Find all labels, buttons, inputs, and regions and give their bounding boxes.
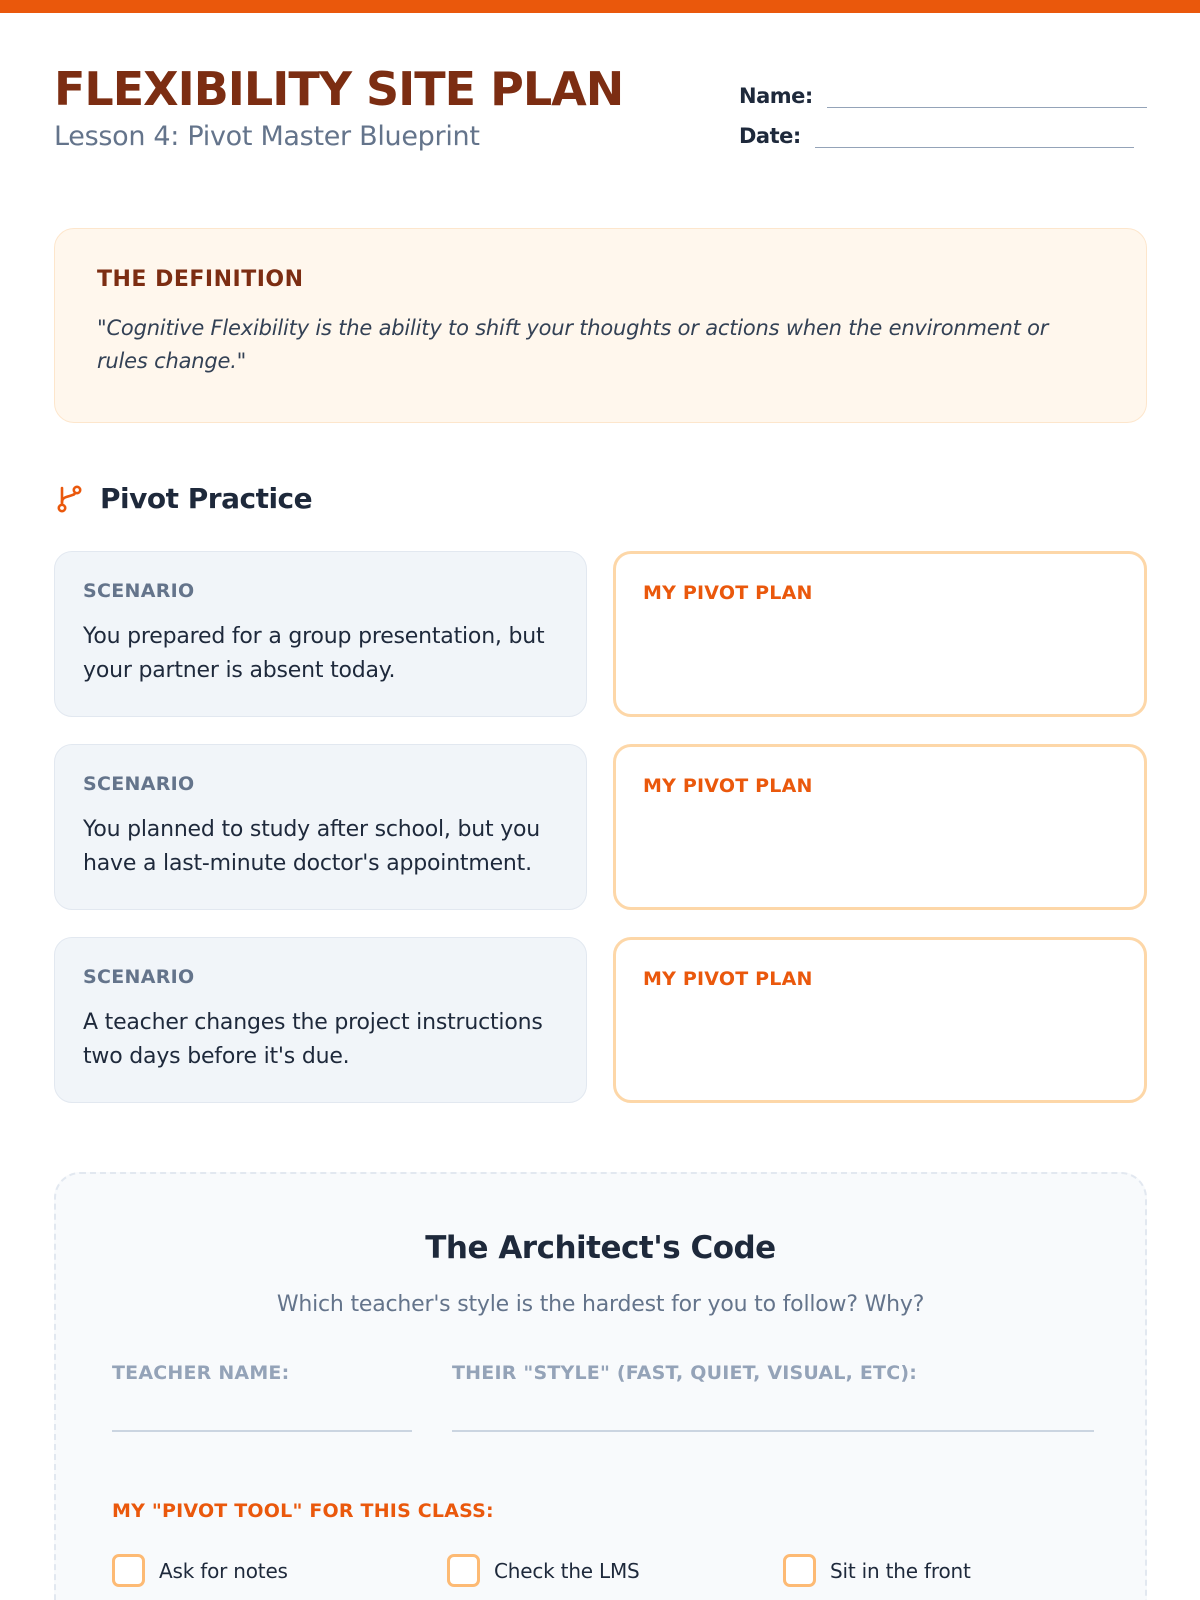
date-label: Date: bbox=[739, 124, 801, 148]
option-ask-for-notes[interactable] bbox=[112, 1554, 288, 1587]
teacher-style-label: THEIR "STYLE" (FAST, QUIET, VISUAL, ETC): bbox=[452, 1362, 918, 1384]
scenario-row bbox=[54, 937, 1147, 1103]
pivot-plan-label: MY PIVOT PLAN bbox=[643, 775, 813, 797]
teacher-name-input[interactable] bbox=[112, 1430, 412, 1432]
pivot-plan-label: MY PIVOT PLAN bbox=[643, 582, 813, 604]
teacher-style-field bbox=[452, 1362, 1094, 1432]
architect-prompt: Which teacher's style is the hardest for you to follow? Why? bbox=[276, 1292, 925, 1317]
definition-title: THE DEFINITION bbox=[97, 267, 304, 292]
architects-code-box bbox=[54, 1172, 1147, 1600]
checkbox[interactable] bbox=[112, 1554, 145, 1587]
definition-box bbox=[54, 228, 1147, 423]
name-field[interactable] bbox=[827, 78, 1147, 108]
git-branch-icon bbox=[56, 484, 84, 514]
option-label: Sit in the front bbox=[830, 1558, 971, 1583]
section-title: Pivot Practice bbox=[100, 482, 313, 515]
scenario-text: A teacher changes the project instructions two days before it's due. bbox=[83, 1010, 543, 1069]
page-title: FLEXIBILITY SITE PLAN bbox=[54, 62, 624, 116]
date-field[interactable] bbox=[815, 118, 1134, 148]
teacher-style-input[interactable] bbox=[452, 1430, 1094, 1432]
scenario-row bbox=[54, 744, 1147, 910]
option-sit-in-the-front[interactable] bbox=[783, 1554, 971, 1587]
scenario-card bbox=[54, 744, 587, 910]
checkbox[interactable] bbox=[783, 1554, 816, 1587]
name-row bbox=[739, 68, 1147, 108]
checkbox[interactable] bbox=[447, 1554, 480, 1587]
pivot-plan-box[interactable] bbox=[613, 937, 1147, 1103]
page-header bbox=[54, 62, 623, 152]
scenario-label: SCENARIO bbox=[83, 773, 195, 795]
student-info bbox=[739, 68, 1147, 148]
pivot-practice-header bbox=[56, 482, 312, 515]
pivot-plan-box[interactable] bbox=[613, 551, 1147, 717]
pivot-plan-label: MY PIVOT PLAN bbox=[643, 968, 813, 990]
pivot-plan-box[interactable] bbox=[613, 744, 1147, 910]
pivot-tool-label: MY "PIVOT TOOL" FOR THIS CLASS: bbox=[112, 1500, 494, 1522]
scenario-row bbox=[54, 551, 1147, 717]
date-row bbox=[739, 108, 1147, 148]
scenario-text: You prepared for a group presentation, but your partner is absent today. bbox=[83, 624, 545, 683]
option-check-the-lms[interactable] bbox=[447, 1554, 640, 1587]
scenario-text: You planned to study after school, but you have a last-minute doctor's appointment. bbox=[83, 817, 541, 876]
top-accent-bar bbox=[0, 0, 1200, 13]
option-label: Check the LMS bbox=[494, 1558, 640, 1583]
pivot-tool-options bbox=[112, 1554, 1012, 1590]
teacher-name-field bbox=[112, 1362, 412, 1432]
page-subtitle: Lesson 4: Pivot Master Blueprint bbox=[54, 121, 480, 153]
teacher-name-label: TEACHER NAME: bbox=[112, 1362, 290, 1384]
scenario-list bbox=[54, 551, 1147, 1130]
scenario-card bbox=[54, 937, 587, 1103]
scenario-card bbox=[54, 551, 587, 717]
scenario-label: SCENARIO bbox=[83, 966, 195, 988]
name-label: Name: bbox=[739, 84, 813, 108]
definition-text: "Cognitive Flexibility is the ability to shift your thoughts or actions when the environment or rules change." bbox=[97, 316, 1049, 373]
option-label: Ask for notes bbox=[159, 1558, 288, 1583]
scenario-label: SCENARIO bbox=[83, 580, 195, 602]
architect-title: The Architect's Code bbox=[425, 1230, 776, 1266]
